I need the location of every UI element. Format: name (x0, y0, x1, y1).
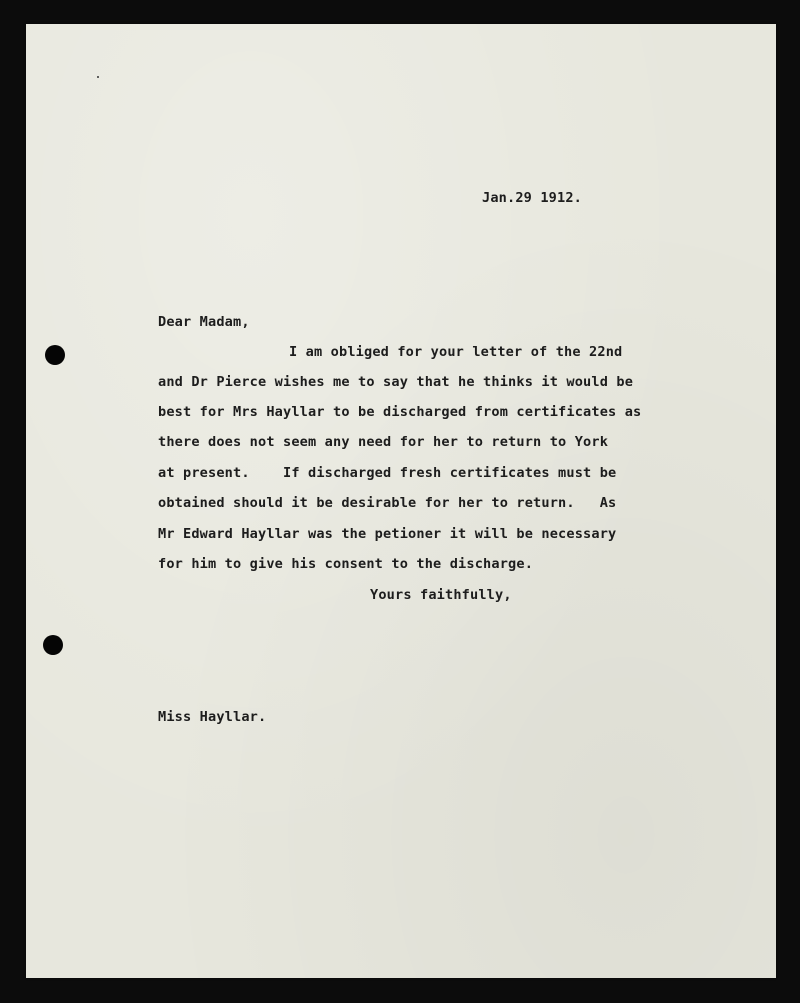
body-line: for him to give his consent to the discharge. (158, 556, 534, 572)
paper-speck (97, 76, 99, 78)
closing: Yours faithfully, (370, 587, 512, 603)
body-line: Mr Edward Hayllar was the petioner it will be necessary (158, 526, 617, 542)
body-line: and Dr Pierce wishes me to say that he thinks it would be (158, 374, 634, 390)
body-line: obtained should it be desirable for her to return. As (158, 495, 617, 511)
body-line: there does not seem any need for her to return to York (158, 434, 609, 450)
letter-date: Jan.29 1912. (482, 190, 583, 206)
punch-hole (43, 635, 63, 655)
salutation: Dear Madam, (158, 314, 250, 330)
body-line: at present. If discharged fresh certificates must be (158, 465, 617, 481)
body-line: I am obliged for your letter of the 22nd (289, 344, 623, 360)
body-line: best for Mrs Hayllar to be discharged from certificates as (158, 404, 642, 420)
punch-hole (45, 345, 65, 365)
recipient-name: Miss Hayllar. (158, 709, 267, 725)
